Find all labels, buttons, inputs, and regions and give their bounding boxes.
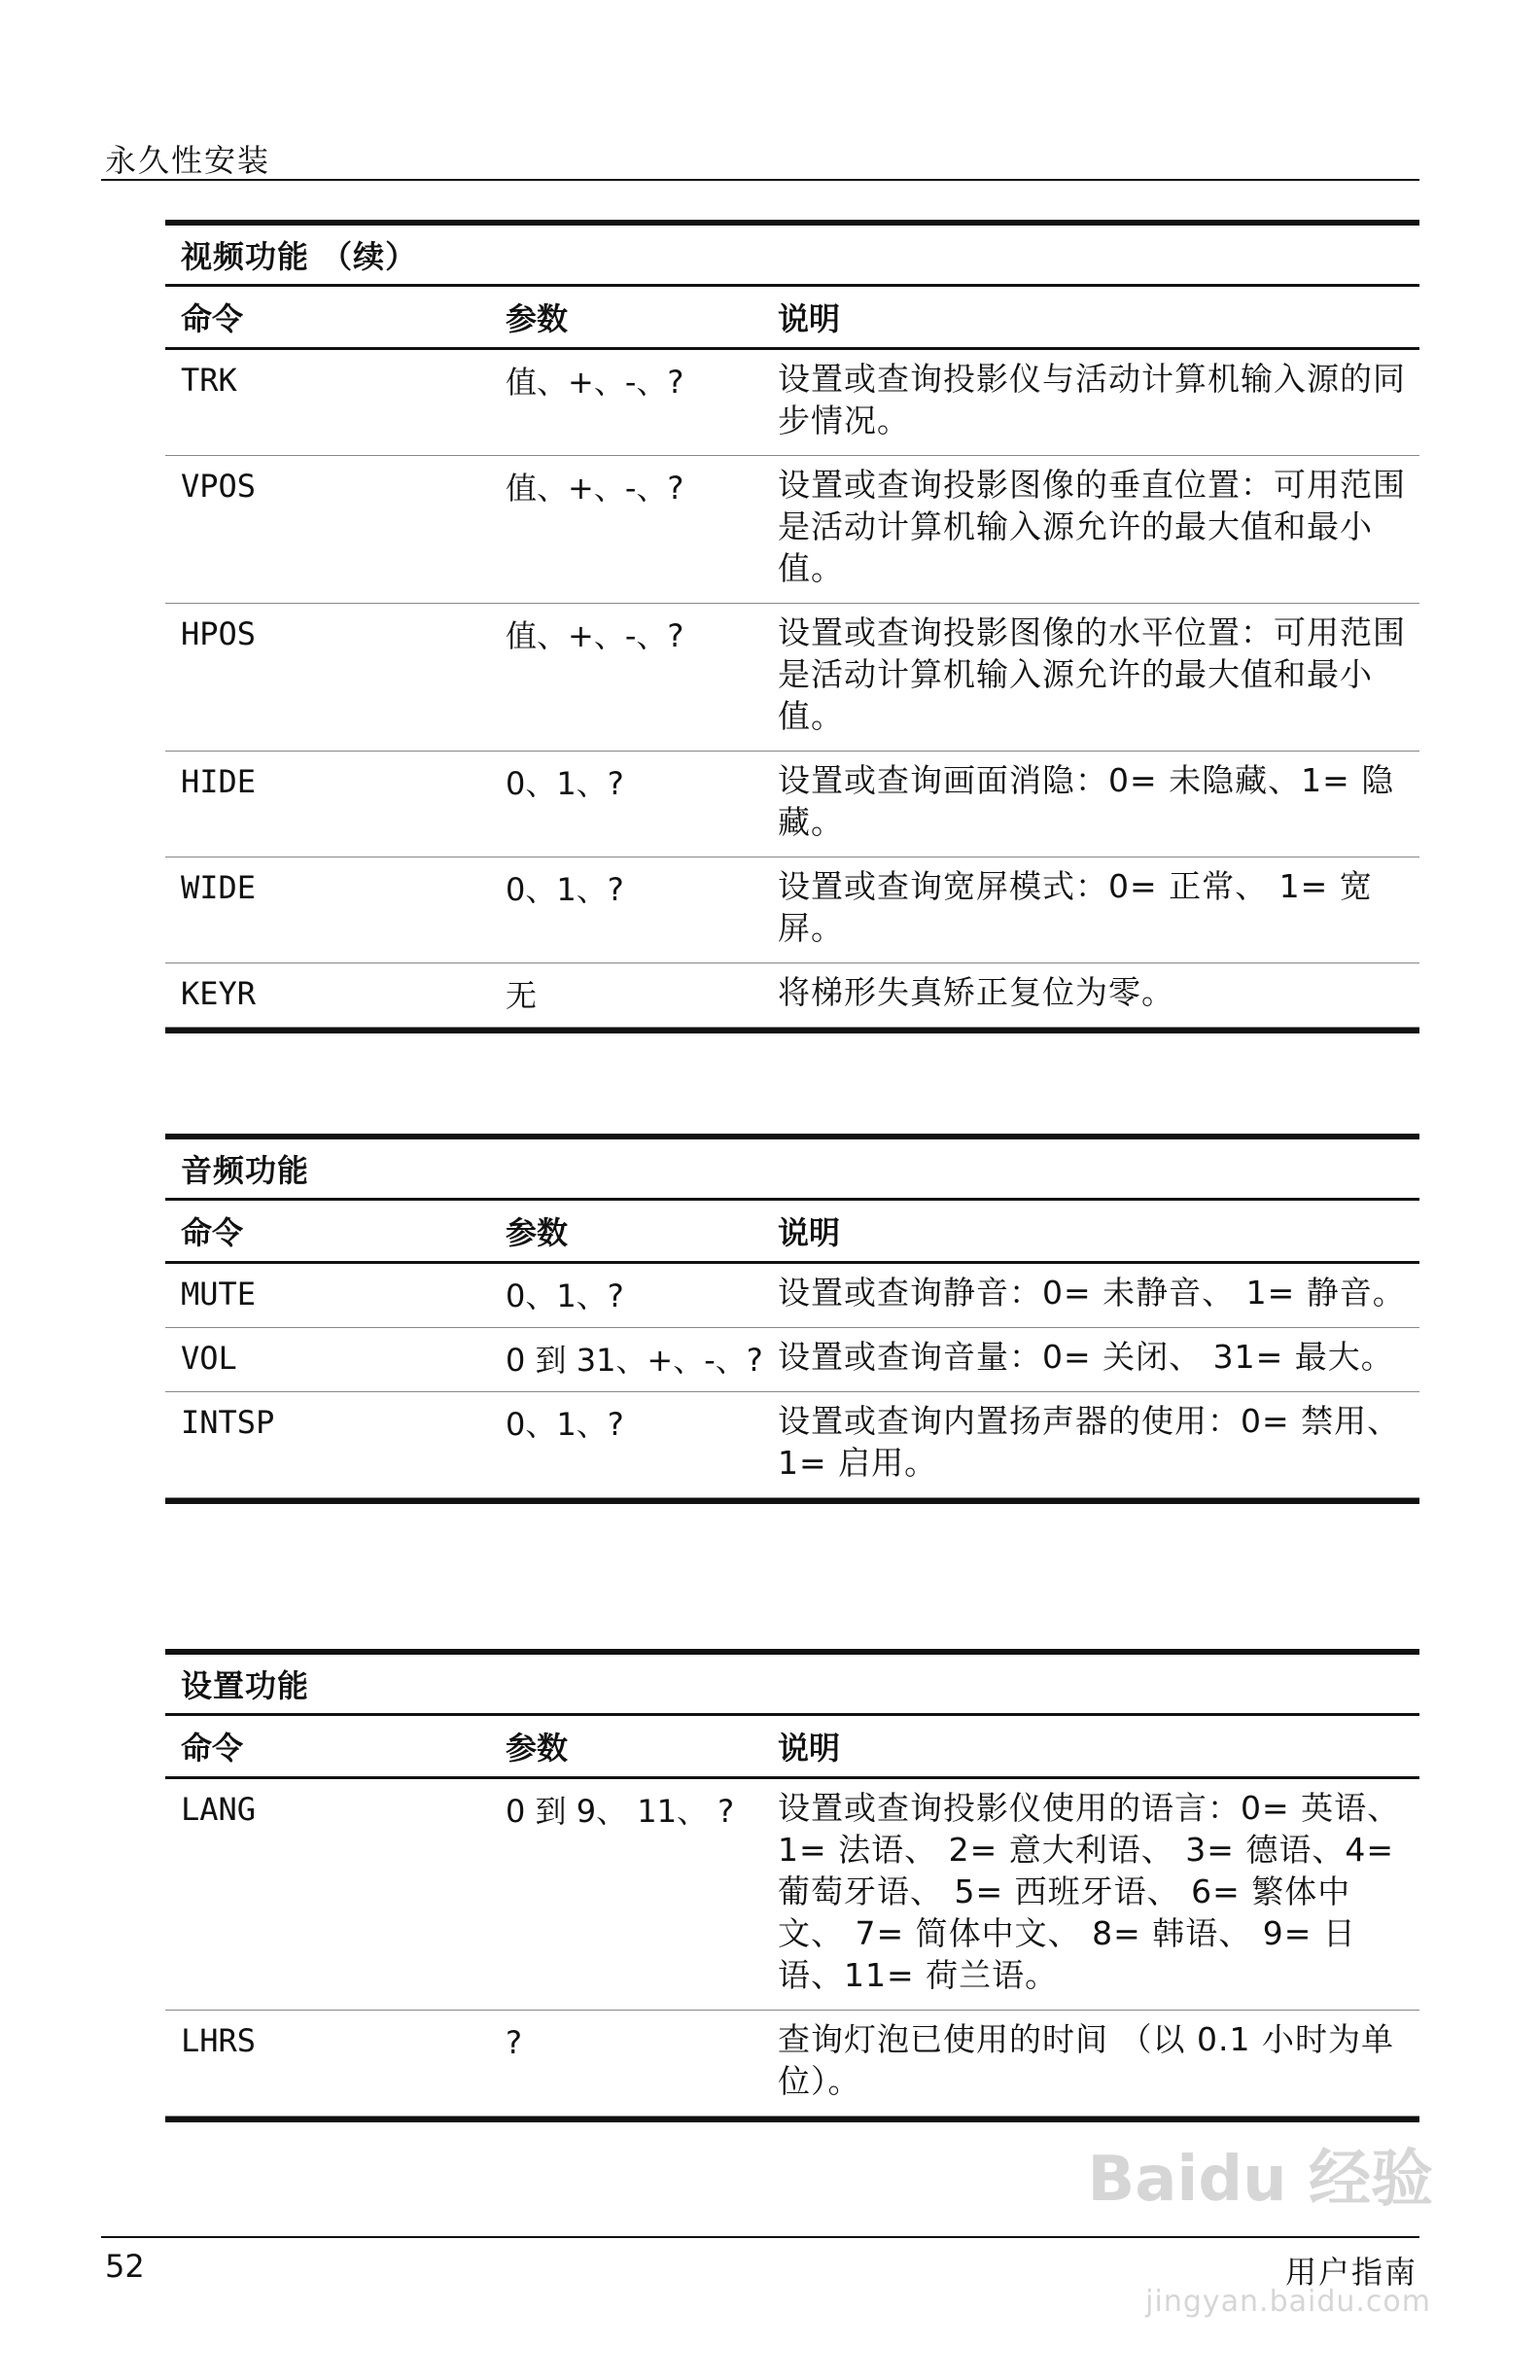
description-cell: 设置或查询内置扬声器的使用：0= 禁用、 1= 启用。: [778, 1402, 1401, 1482]
table-bottom-rule: [165, 1028, 1419, 1033]
command-cell: WIDE: [181, 869, 257, 906]
table-row: [165, 752, 1419, 858]
column-header-description: 说明: [778, 300, 841, 337]
table-title: 设置功能: [165, 1655, 1419, 1716]
description-cell: 设置或查询音量：0= 关闭、 31= 最大。: [778, 1338, 1394, 1376]
audio-functions-table: [165, 1134, 1419, 1504]
command-cell: MUTE: [181, 1276, 257, 1312]
command-cell: VPOS: [181, 468, 257, 505]
description-cell: 将梯形失真矫正复位为零。: [778, 973, 1174, 1011]
description-cell: 查询灯泡已使用的时间 （以 0.1 小时为单位）。: [778, 2020, 1394, 2100]
parameter-cell: 值、+、-、?: [506, 470, 684, 507]
column-header-parameter: 参数: [506, 1214, 569, 1251]
table-header-row: [165, 1716, 1419, 1779]
description-cell: 设置或查询投影图像的垂直位置：可用范围是活动计算机输入源允许的最大值和最小值。: [778, 466, 1406, 587]
command-cell: HIDE: [181, 763, 257, 800]
header-rule: [101, 179, 1419, 181]
column-header-command: 命令: [181, 300, 244, 337]
watermark-url: jingyan.baidu.com: [1145, 2285, 1431, 2319]
command-cell: INTSP: [181, 1404, 275, 1441]
table-bottom-rule: [165, 2117, 1419, 2122]
footer-rule: [101, 2236, 1419, 2238]
table-row: [165, 1392, 1419, 1498]
table-row: [165, 350, 1419, 456]
command-cell: HPOS: [181, 615, 257, 652]
description-cell: 设置或查询静音：0= 未静音、 1= 静音。: [778, 1274, 1406, 1312]
table-row: [165, 456, 1419, 604]
setup-functions-table: [165, 1649, 1419, 2122]
table-row: [165, 963, 1419, 1028]
column-header-description: 说明: [778, 1730, 841, 1767]
parameter-cell: 0、1、?: [506, 871, 624, 908]
table-header-row: [165, 287, 1419, 350]
table-row: [165, 858, 1419, 963]
footer-guide-label: 用户指南: [1284, 2254, 1418, 2291]
description-cell: 设置或查询投影仪使用的语言：0= 英语、 1= 法语、 2= 意大利语、 3= 德语、4= 葡萄牙语、 5= 西班牙语、 6= 繁体中文、 7= 简体中文、 8= 韩语、 9= 日语、11= 荷兰语。: [778, 1789, 1401, 1994]
description-cell: 设置或查询宽屏模式：0= 正常、 1= 宽屏。: [778, 867, 1373, 947]
table-title: 音频功能: [165, 1139, 1419, 1201]
parameter-cell: 0 到 31、+、-、?: [506, 1342, 763, 1379]
command-cell: LHRS: [181, 2022, 257, 2059]
description-cell: 设置或查询投影图像的水平位置：可用范围是活动计算机输入源允许的最大值和最小值。: [778, 613, 1406, 735]
column-header-command: 命令: [181, 1730, 244, 1767]
parameter-cell: 0、1、?: [506, 1406, 624, 1443]
video-functions-table: [165, 220, 1419, 1033]
description-cell: 设置或查询投影仪与活动计算机输入源的同步情况。: [778, 360, 1406, 439]
table-row: [165, 1264, 1419, 1328]
column-header-parameter: 参数: [506, 1730, 569, 1767]
command-cell: VOL: [181, 1340, 237, 1377]
running-head: 永久性安装: [105, 142, 271, 179]
column-header-description: 说明: [778, 1214, 841, 1251]
table-bottom-rule: [165, 1498, 1419, 1504]
parameter-cell: 无: [506, 977, 538, 1014]
parameter-cell: 0、1、?: [506, 1278, 624, 1314]
parameter-cell: 值、+、-、?: [506, 617, 684, 654]
command-cell: LANG: [181, 1791, 257, 1828]
parameter-cell: ?: [506, 2024, 522, 2061]
command-cell: KEYR: [181, 975, 257, 1012]
command-cell: TRK: [181, 362, 237, 399]
column-header-parameter: 参数: [506, 300, 569, 337]
parameter-cell: 0、1、?: [506, 765, 624, 802]
column-header-command: 命令: [181, 1214, 244, 1251]
table-row: [165, 1779, 1419, 2011]
table-row: [165, 604, 1419, 752]
table-header-row: [165, 1201, 1419, 1264]
watermark-logo: Baidu 经验: [1087, 2144, 1433, 2216]
description-cell: 设置或查询画面消隐：0= 未隐藏、1= 隐藏。: [778, 761, 1395, 841]
table-title: 视频功能 （续）: [165, 226, 1419, 287]
parameter-cell: 0 到 9、 11、 ?: [506, 1793, 735, 1830]
page-number: 52: [105, 2248, 145, 2285]
table-row: [165, 2011, 1419, 2117]
table-row: [165, 1328, 1419, 1392]
parameter-cell: 值、+、-、?: [506, 364, 684, 401]
